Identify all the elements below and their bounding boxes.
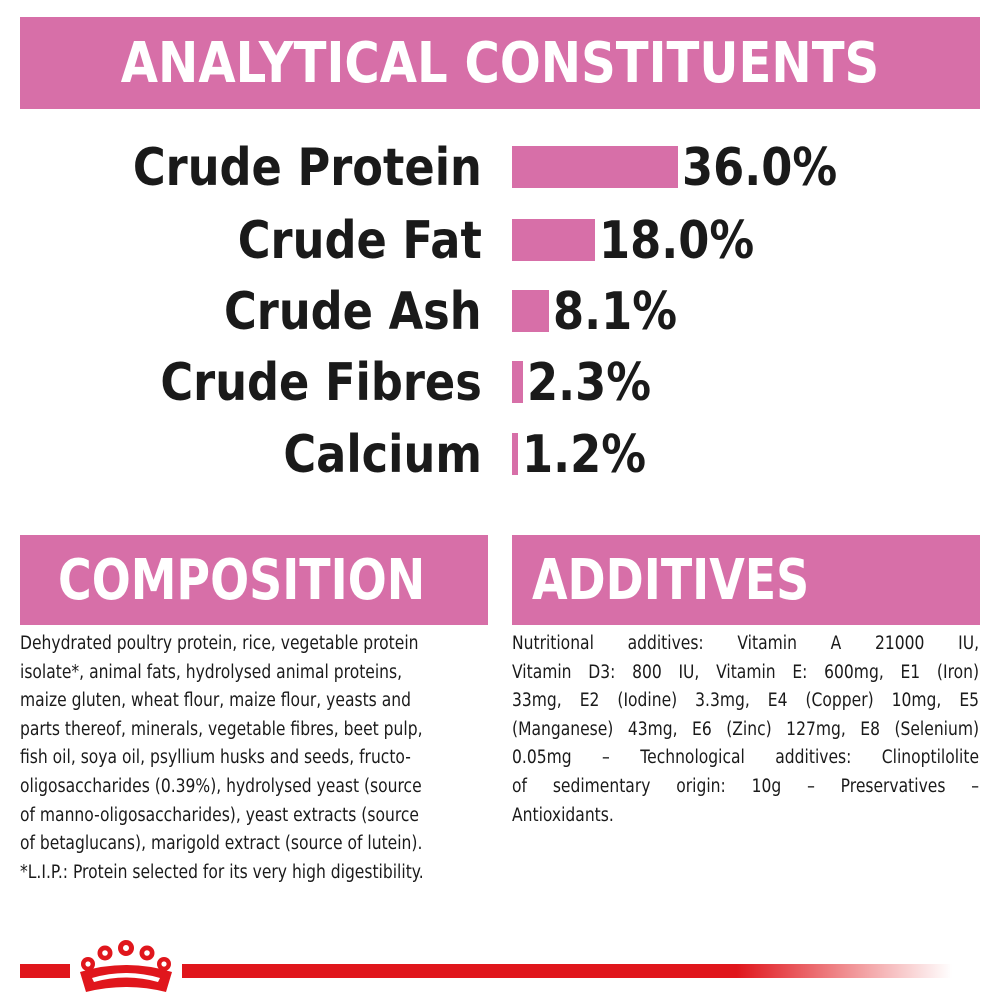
constituent-label: Crude Ash bbox=[224, 282, 482, 342]
composition-heading: COMPOSITION bbox=[58, 547, 426, 613]
constituent-value: 1.2% bbox=[521, 425, 646, 485]
constituent-row bbox=[0, 282, 1000, 342]
composition-line: of manno-oligosaccharides), yeast extracts (source bbox=[20, 804, 419, 826]
page-title: ANALYTICAL CONSTITUENTS bbox=[120, 30, 880, 96]
constituent-value: 8.1% bbox=[553, 282, 678, 342]
composition-line: Dehydrated poultry protein, rice, vegetable protein bbox=[20, 633, 419, 654]
composition-line: isolate*, animal fats, hydrolysed animal proteins, bbox=[20, 661, 403, 683]
constituent-row bbox=[0, 211, 1000, 271]
additives-line: (Manganese) 43mg, E6 (Zinc) 127mg, E8 (Selenium) bbox=[512, 718, 980, 740]
additives-line: Vitamin D3: 800 IU, Vitamin E: 600mg, E1 (Iron) bbox=[512, 661, 980, 683]
constituent-label: Crude Fat bbox=[237, 211, 482, 271]
constituent-bar bbox=[512, 146, 678, 188]
title-banner bbox=[20, 17, 980, 109]
composition-footnote: *L.I.P.: Protein selected for its very high digestibility. bbox=[20, 861, 424, 883]
constituent-row bbox=[0, 353, 1000, 413]
constituent-bar bbox=[512, 290, 549, 332]
additives-text bbox=[512, 630, 979, 830]
constituent-label: Crude Fibres bbox=[160, 353, 482, 413]
additives-line: 0.05mg – Technological additives: Clinoptilolite bbox=[512, 747, 980, 769]
footer-stripe-left bbox=[20, 964, 70, 978]
constituent-label: Crude Protein bbox=[132, 138, 482, 198]
royal-crown-logo bbox=[70, 938, 182, 1000]
constituent-bar bbox=[512, 219, 595, 261]
composition-text bbox=[20, 630, 487, 887]
constituent-value: 18.0% bbox=[598, 211, 754, 271]
composition-line: maize gluten, wheat flour, maize flour, yeasts and bbox=[20, 690, 411, 712]
additives-line: Nutritional additives: Vitamin A 21000 IU, bbox=[512, 633, 980, 654]
footer-stripe-right bbox=[182, 964, 952, 978]
additives-heading: ADDITIVES bbox=[532, 547, 810, 613]
additives-line: of sedimentary origin: 10g – Preservatives – bbox=[512, 775, 980, 797]
additives-line: 33mg, E2 (Iodine) 3.3mg, E4 (Copper) 10mg, E5 bbox=[512, 690, 980, 712]
composition-line: parts thereof, minerals, vegetable fibres, beet pulp, bbox=[20, 718, 423, 740]
composition-line: of betaglucans), marigold extract (source of lutein). bbox=[20, 833, 423, 855]
constituent-row bbox=[0, 138, 1000, 198]
composition-banner bbox=[20, 535, 488, 625]
constituent-bar bbox=[512, 433, 518, 475]
composition-line: oligosaccharides (0.39%), hydrolysed yeast (source bbox=[20, 775, 422, 797]
constituent-value: 2.3% bbox=[526, 353, 651, 413]
constituent-bar bbox=[512, 361, 523, 403]
composition-line: fish oil, soya oil, psyllium husks and seeds, fructo- bbox=[20, 747, 411, 769]
constituent-row bbox=[0, 425, 1000, 485]
constituent-value: 36.0% bbox=[681, 138, 837, 198]
constituent-label: Calcium bbox=[283, 425, 482, 485]
additives-line: Antioxidants. bbox=[512, 804, 614, 826]
additives-banner bbox=[512, 535, 980, 625]
